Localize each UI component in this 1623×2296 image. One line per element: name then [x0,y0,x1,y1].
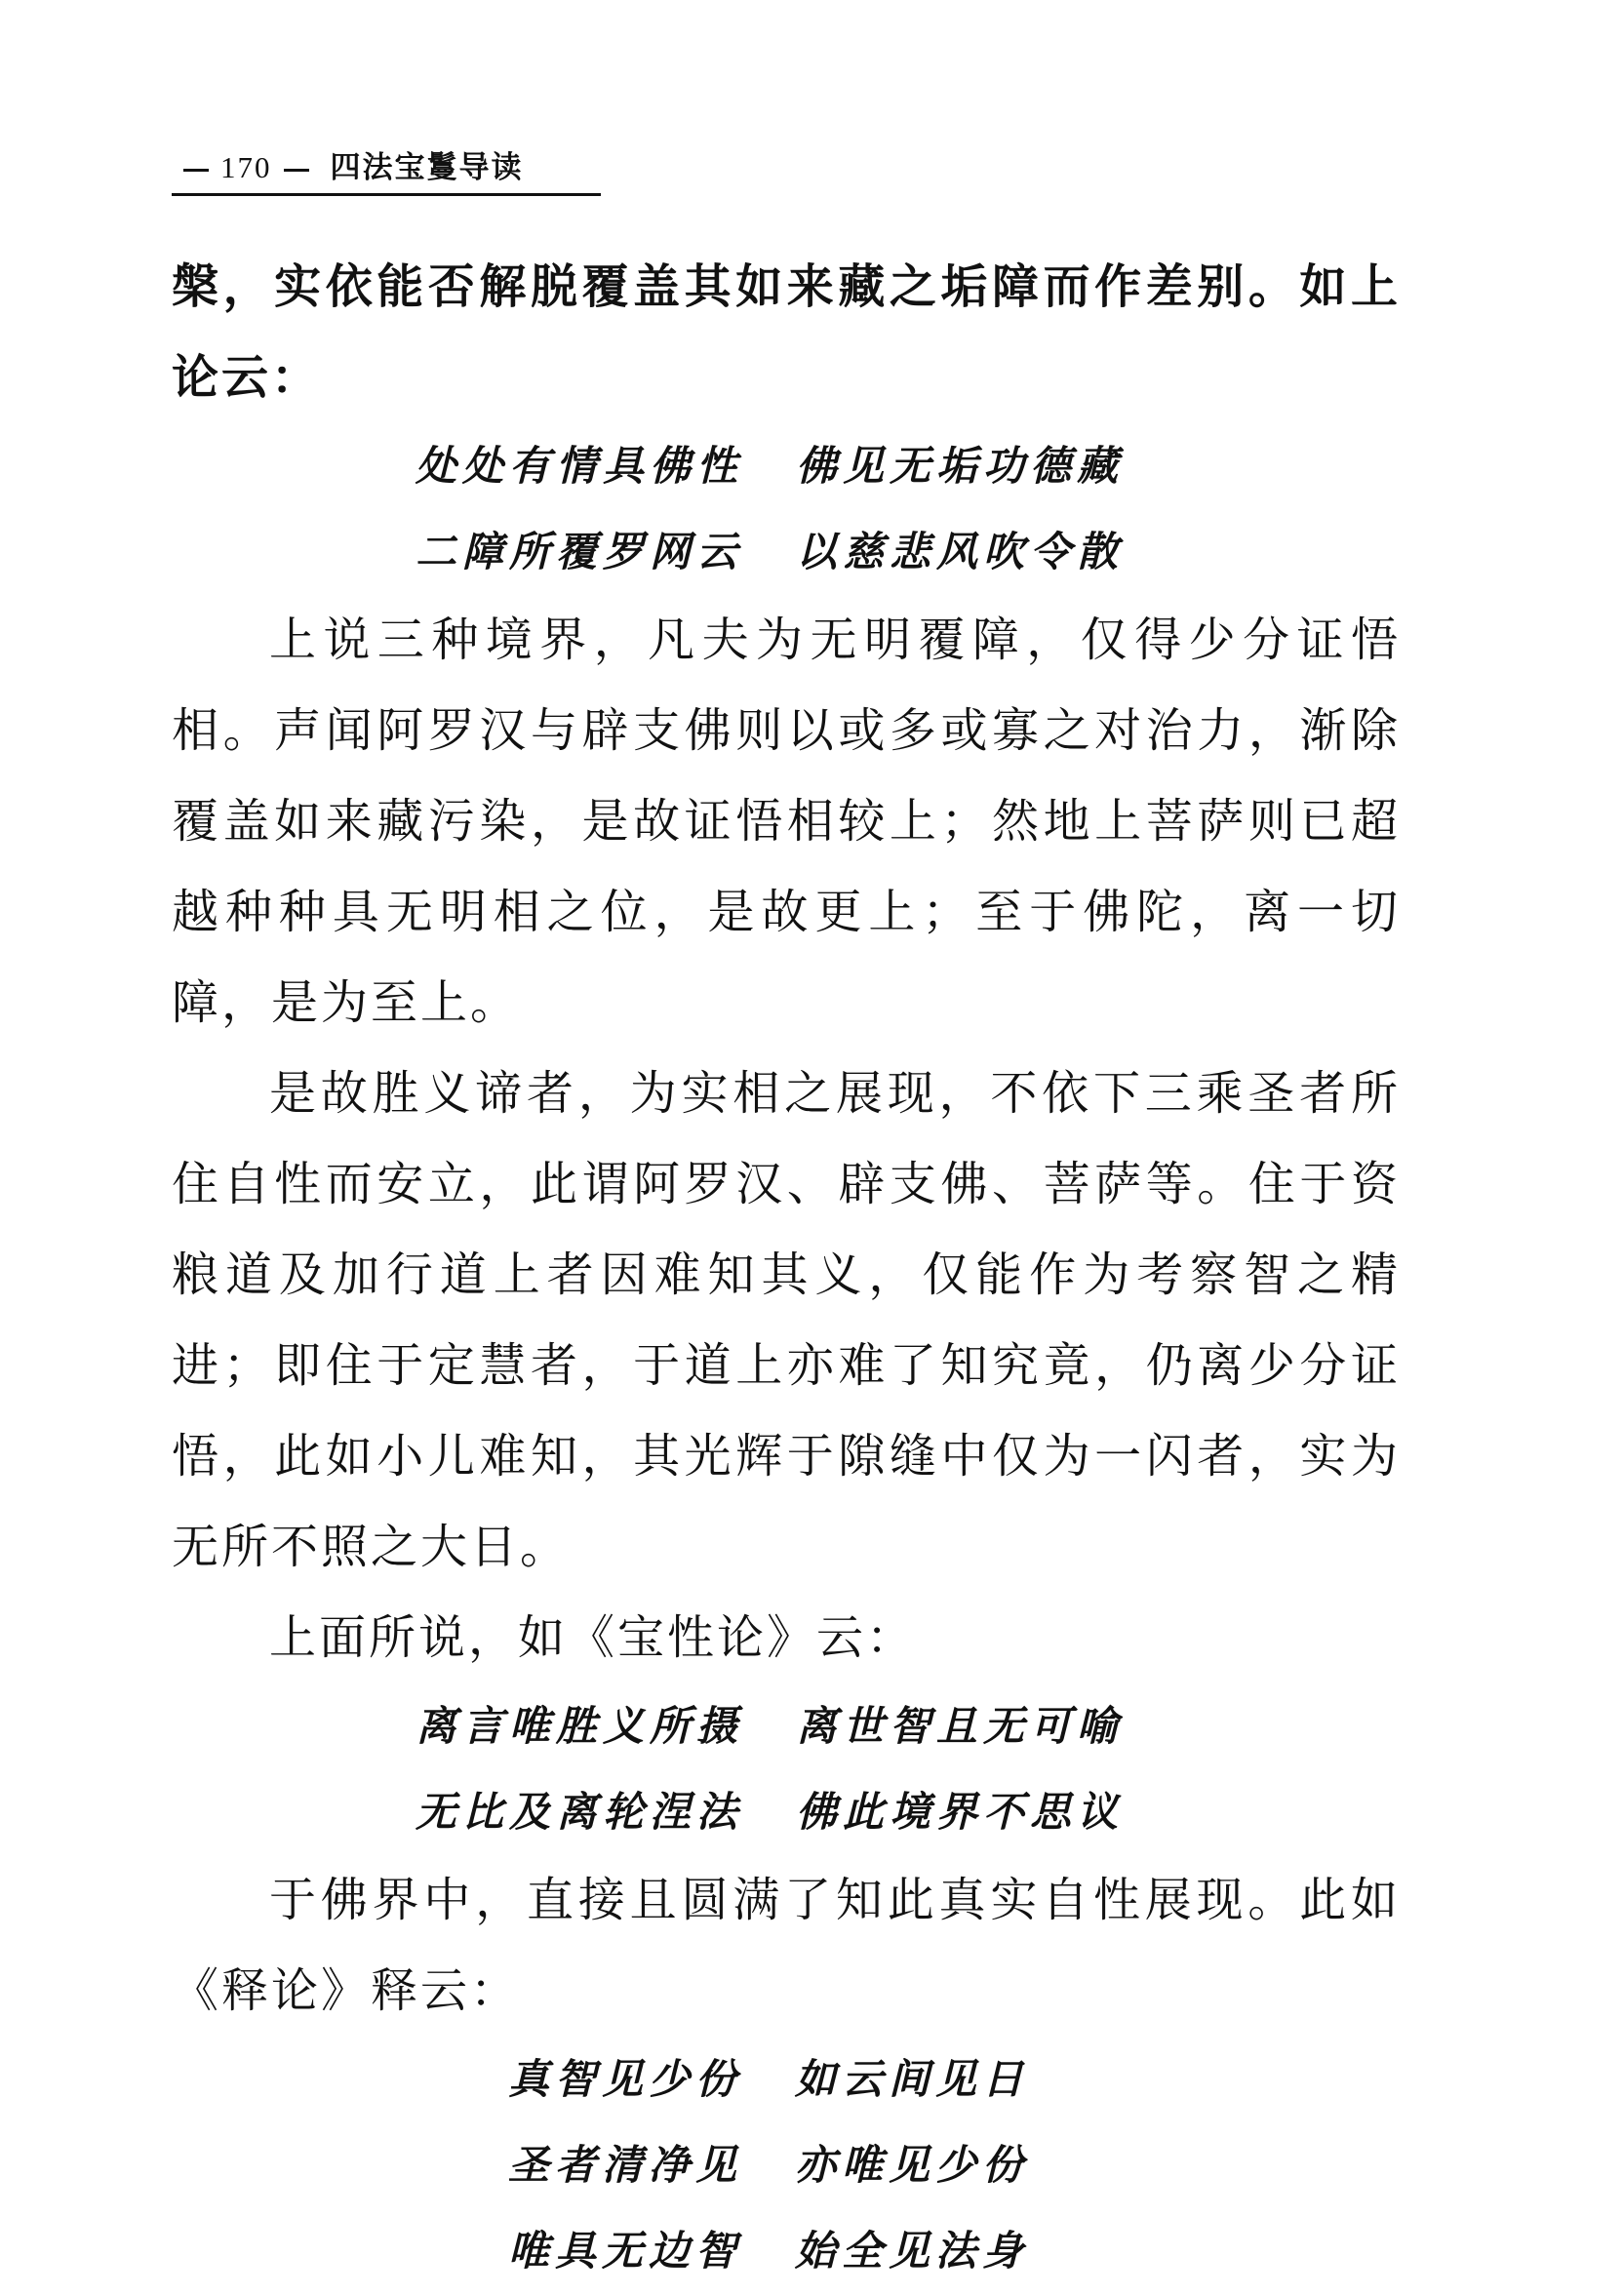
header-dash-right [284,169,309,172]
verse-half: 佛此境界不思议 [796,1788,1125,1836]
paragraph-buddha-realm: 于佛界中，直接且圆满了知此真实自性展现。此如《释论》释云： [172,1873,1401,2018]
verse-half: 始全见法身 [795,2227,1030,2275]
verse-line [172,2122,1401,2208]
verse-half: 唯具无边智 [508,2227,743,2275]
page-body [172,242,1401,2294]
verse-half: 无比及离轮涅法 [416,1788,744,1836]
verse-half: 二障所覆罗网云 [416,528,744,575]
paragraph-opening: 槃，实依能否解脱覆盖其如来藏之垢障而作差别。如上论云： [172,259,1401,405]
paragraph-ultimate-truth: 是故胜义谛者，为实相之展现，不依下三乘圣者所住自性而安立，此谓阿罗汉、辟支佛、菩萨等。住于资粮道及加行道上者因难知其义，仅能作为考察智之精进；即住于定慧者，于道上亦难了知究竟，仍离少分证悟，此如小儿难知，其光辉于隙缝中仅为一闪者，实为无所不照之大日。 [172,1066,1401,1574]
paragraph-ratnagotra-intro: 上面所说，如《宝性论》云： [269,1610,917,1665]
verse-block-2 [172,1683,1401,1855]
page-number: 170 [220,150,272,184]
verse-half: 离世智且无可喻 [796,1702,1125,1750]
verse-half: 真智见少份 [508,2055,743,2103]
verse-half: 离言唯胜义所摄 [416,1702,744,1750]
header-dash-left [183,169,209,172]
book-title: 四法宝鬘导读 [330,150,524,184]
verse-line [172,1769,1401,1855]
verse-half: 如云间见日 [795,2055,1030,2103]
verse-half: 处处有情具佛性 [416,442,744,490]
verse-half: 以慈悲风吹令散 [796,528,1125,575]
verse-line [172,423,1401,509]
verse-line [172,1683,1401,1769]
verse-half: 圣者清净见 [508,2141,743,2189]
verse-half: 亦唯见少份 [795,2141,1030,2189]
verse-line [172,2208,1401,2294]
page-header [172,146,601,196]
paragraph-three-realms: 上说三种境界，凡夫为无明覆障，仅得少分证悟相。声闻阿罗汉与辟支佛则以或多或寡之对治力，渐除覆盖如来藏污染，是故证悟相较上；然地上菩萨则已超越种种具无明相之位，是故更上；至于佛陀，离一切障，是为至上。 [172,613,1401,1030]
verse-block-1 [172,423,1401,595]
verse-line [172,509,1401,595]
verse-line [172,2037,1401,2122]
verse-half: 佛见无垢功德藏 [796,442,1125,490]
verse-block-3 [172,2037,1401,2294]
